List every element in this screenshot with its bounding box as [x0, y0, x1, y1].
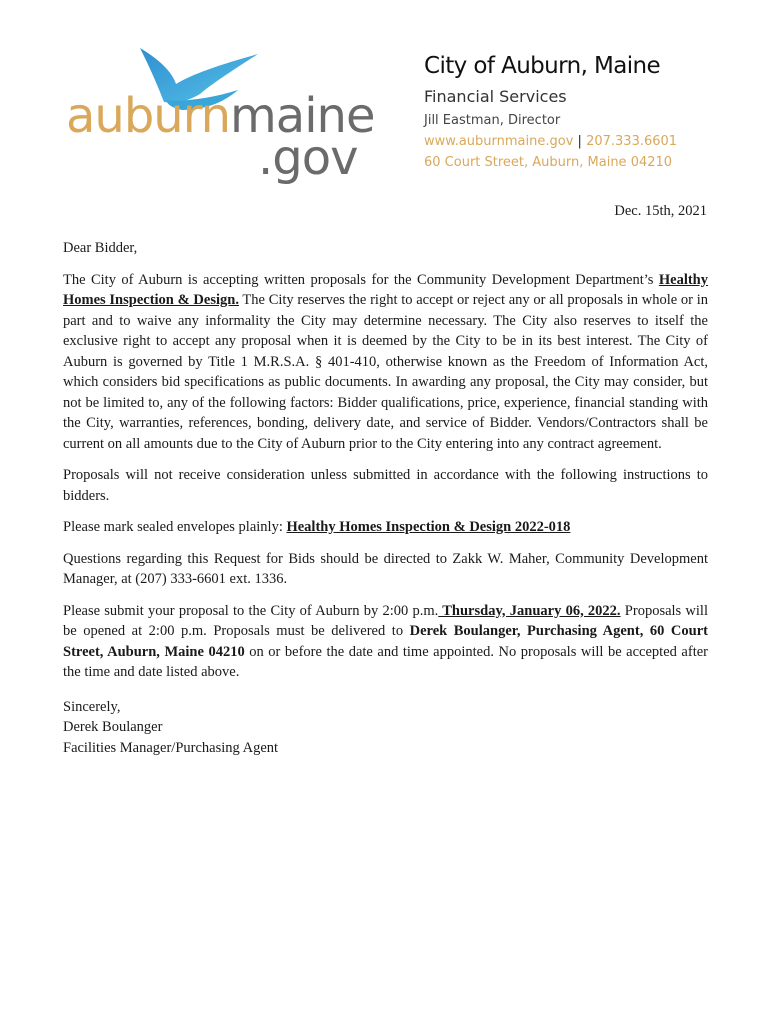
envelope-text: Please mark sealed envelopes plainly:: [63, 519, 287, 535]
signer-title: Facilities Manager/Purchasing Agent: [63, 739, 279, 756]
phone-link[interactable]: 207.333.6601: [586, 134, 678, 149]
contact-separator: |: [577, 134, 582, 149]
intro-text-b: The City reserves the right to accept or reject any or all proposals in whole or in part and to waive any informality the City may determine necessary. The City also reserves to itself the exclusive right to accept any proposal when it is deemed by the City to be in its best interest. The City of Auburn is governed by Title 1 M.R.S.A. § 401-410, otherwise known as the Freedom of Information Act, which considers bid specifications as public documents. In awarding any proposal, the City may consider, but not be limited to, any of the following factors: Bidder qualifications, price, experience, financial standing with the City, warranties, references, bonding, delivery date, and service of Bidder. Vendors/Contractors shall be current on all amounts due to the City of Auburn prior to the City entering into any contract agreement.: [63, 292, 709, 452]
closing: Sincerely,: [63, 698, 121, 715]
department-name: Financial Services: [424, 87, 567, 106]
paragraph-envelope: [63, 517, 708, 538]
submission-text-a: Please submit your proposal to the City of Auburn by 2:00 p.m.: [63, 602, 439, 619]
salutation: Dear Bidder,: [63, 240, 138, 256]
paragraph-submission: [63, 601, 708, 683]
logo-word-gov: .gov: [258, 130, 358, 186]
logo-word-maine: maine: [230, 88, 375, 144]
paragraph-instructions: Proposals will not receive consideration unless submitted in accordance with the following instructions to bidders.: [63, 467, 708, 504]
contact-line: [424, 131, 754, 152]
submission-text-c: on or before the date and time appointed. No proposals will be accepted after the time and date listed above.: [63, 643, 708, 680]
paragraph-intro: [63, 270, 708, 455]
paragraph-questions: Questions regarding this Request for Bids should be directed to Zakk W. Maher, Community Development Manager, at (207) 333-6601 ext. 1336.: [63, 550, 708, 587]
submission-text-b: Proposals will be opened at 2:00 p.m. Proposals must be delivered to: [63, 602, 708, 639]
city-title: City of Auburn, Maine: [424, 53, 661, 79]
submission-deadline: Thursday, January 06, 2022.: [438, 602, 621, 619]
director-name: Jill Eastman, Director: [424, 113, 561, 128]
intro-text-a: The City of Auburn is accepting written proposals for the Community Development Department’s: [63, 271, 659, 288]
submission-recipient: Derek Boulanger, Purchasing Agent, 60 Court Street, Auburn, Maine 04210: [63, 623, 708, 660]
address-line: 60 Court Street, Auburn, Maine 04210: [424, 155, 673, 170]
letter-body: [63, 238, 708, 758]
signer-name: Derek Boulanger: [63, 719, 163, 735]
letter-date: Dec. 15th, 2021: [614, 203, 707, 219]
website-link[interactable]: www.auburnmaine.gov: [424, 134, 574, 149]
logo-word-auburn: auburn: [66, 88, 231, 144]
auburnmaine-logo: [62, 44, 375, 186]
letterhead: [424, 50, 754, 173]
project-name: Healthy Homes Inspection & Design.: [63, 271, 708, 308]
signature-block: [63, 697, 708, 759]
envelope-mark: Healthy Homes Inspection & Design 2022-018: [286, 519, 571, 535]
